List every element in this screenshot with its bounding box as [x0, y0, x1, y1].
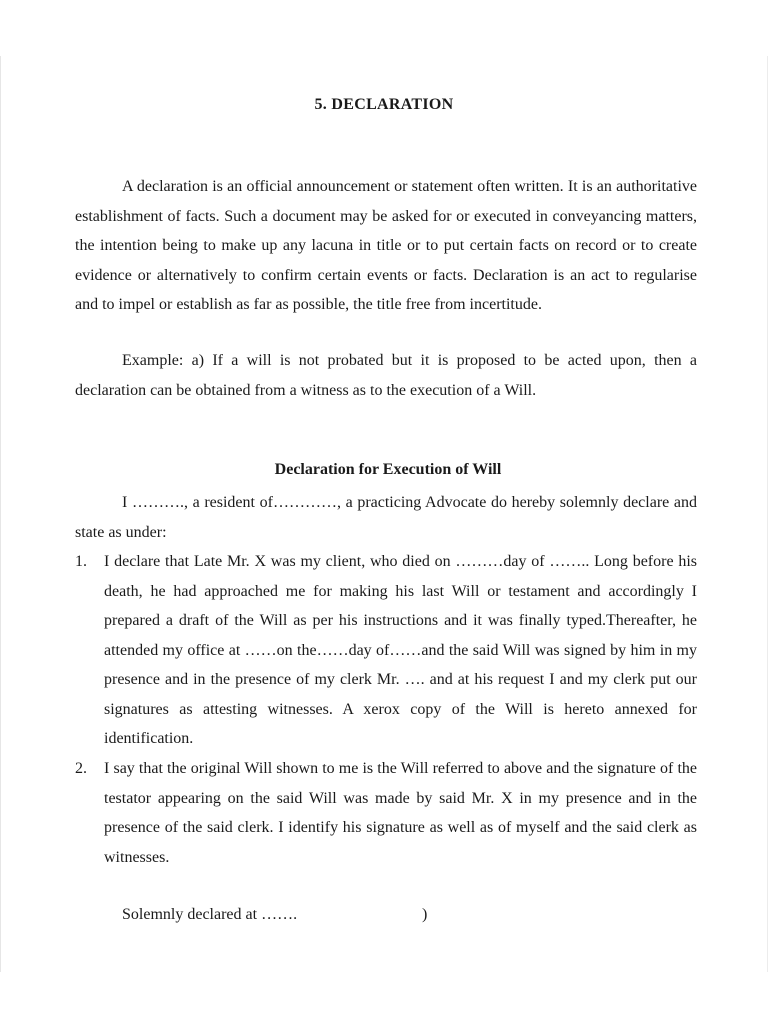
list-item-text: I say that the original Will shown to me is the Will referred to above and the signature of the testator appearing on the said Will was made by said Mr. X in my presence and in the presence of the said clerk. I identify his signature as well as of myself and the said clerk as witnesses.	[104, 760, 697, 866]
intro-paragraph-text: A declaration is an official announcement or statement often written. It is an authoritative establishment of facts. Such a document may be asked for or executed in conveyancing matters, the intention being to make up any lacuna in title or to put certain facts on record or to create evidence or alternatively to confirm certain events or facts. Declaration is an act to regularise and to impel or establish as far as possible, the title free from incertitude.	[75, 178, 697, 313]
list-item-number: 2.	[75, 760, 87, 777]
document-title: 5. DECLARATION	[314, 96, 454, 113]
section-subheading: Declaration for Execution of Will	[274, 461, 502, 478]
example-paragraph	[75, 346, 697, 405]
intro-paragraph	[75, 172, 697, 320]
page-edge-left	[0, 56, 1, 972]
list-item	[75, 547, 697, 754]
closing-text: Solemnly declared at …….	[122, 906, 298, 923]
list-item	[75, 754, 697, 872]
example-paragraph-text: Example: a) If a will is not probated but it is proposed to be acted upon, then a declaration can be obtained from a witness as to the execution of a Will.	[75, 352, 697, 399]
closing-line	[122, 900, 432, 930]
closing-bracket: )	[422, 906, 428, 923]
list-item-text: I declare that Late Mr. X was my client, who died on ………day of …….. Long before his death, he had approached me for making his last Will or testament and accordingly I prepared a draft of the Will as per his instructions and it was finally typed.Thereafter, he attended my office at ……on the……day of……and the said Will was signed by him in my presence and in the presence of my clerk Mr. …. and at his request I and my clerk put our signatures as attesting witnesses. A xerox copy of the Will is hereto annexed for identification.	[104, 553, 697, 747]
list-item-number: 1.	[75, 553, 87, 570]
opening-paragraph	[75, 488, 697, 547]
opening-paragraph-text: I ………., a resident of…………, a practicing Advocate do hereby solemnly declare and state as under:	[75, 494, 697, 541]
